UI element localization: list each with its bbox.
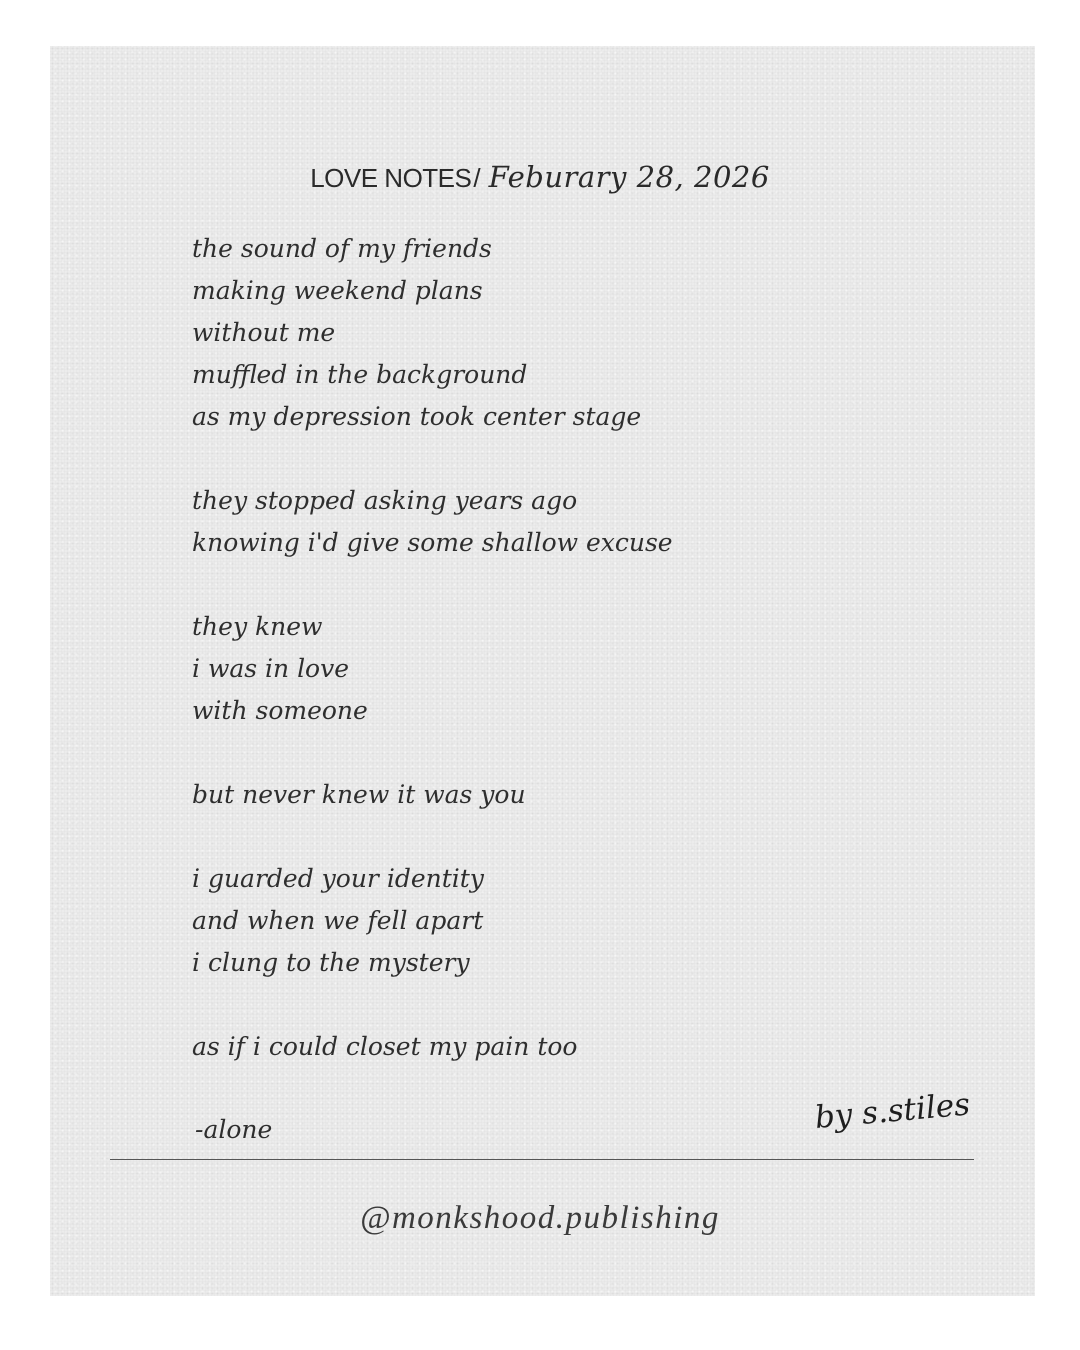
stanza [192, 858, 832, 984]
poem-line: muffled in the background [192, 360, 528, 389]
poem-line: i guarded your identity [192, 864, 484, 893]
author-signature: by s.stiles [813, 1086, 972, 1136]
poem-line: without me [192, 318, 336, 347]
page-title: LOVE NOTES [310, 163, 472, 193]
poem-signoff: -alone [195, 1115, 273, 1144]
stanza [192, 228, 832, 438]
poem-line: with someone [192, 696, 368, 725]
poem-line: as if i could closet my pain too [192, 1032, 578, 1061]
poem-line: but never knew it was you [192, 780, 526, 809]
poem-line: making weekend plans [192, 276, 483, 305]
title-separator: / [473, 163, 481, 193]
poem-line: i clung to the mystery [192, 948, 470, 977]
poem-date: Feburary 28, 2026 [488, 160, 770, 194]
publisher-handle: @monkshood.publishing [360, 1200, 720, 1236]
poem-line: as my depression took center stage [192, 402, 642, 431]
stanza [192, 774, 832, 816]
poem-line: knowing i'd give some shallow excuse [192, 528, 673, 557]
poem-line: i was in love [192, 654, 350, 683]
poem-line: the sound of my friends [192, 234, 492, 263]
divider-line [110, 1159, 974, 1160]
stanza [192, 606, 832, 732]
poem-line: they knew [192, 612, 323, 641]
poem-body [192, 228, 832, 1110]
stanza [192, 480, 832, 564]
stanza [192, 1026, 832, 1068]
poem-line: they stopped asking years ago [192, 486, 578, 515]
page-header [0, 160, 1080, 194]
poem-line: and when we fell apart [192, 906, 484, 935]
